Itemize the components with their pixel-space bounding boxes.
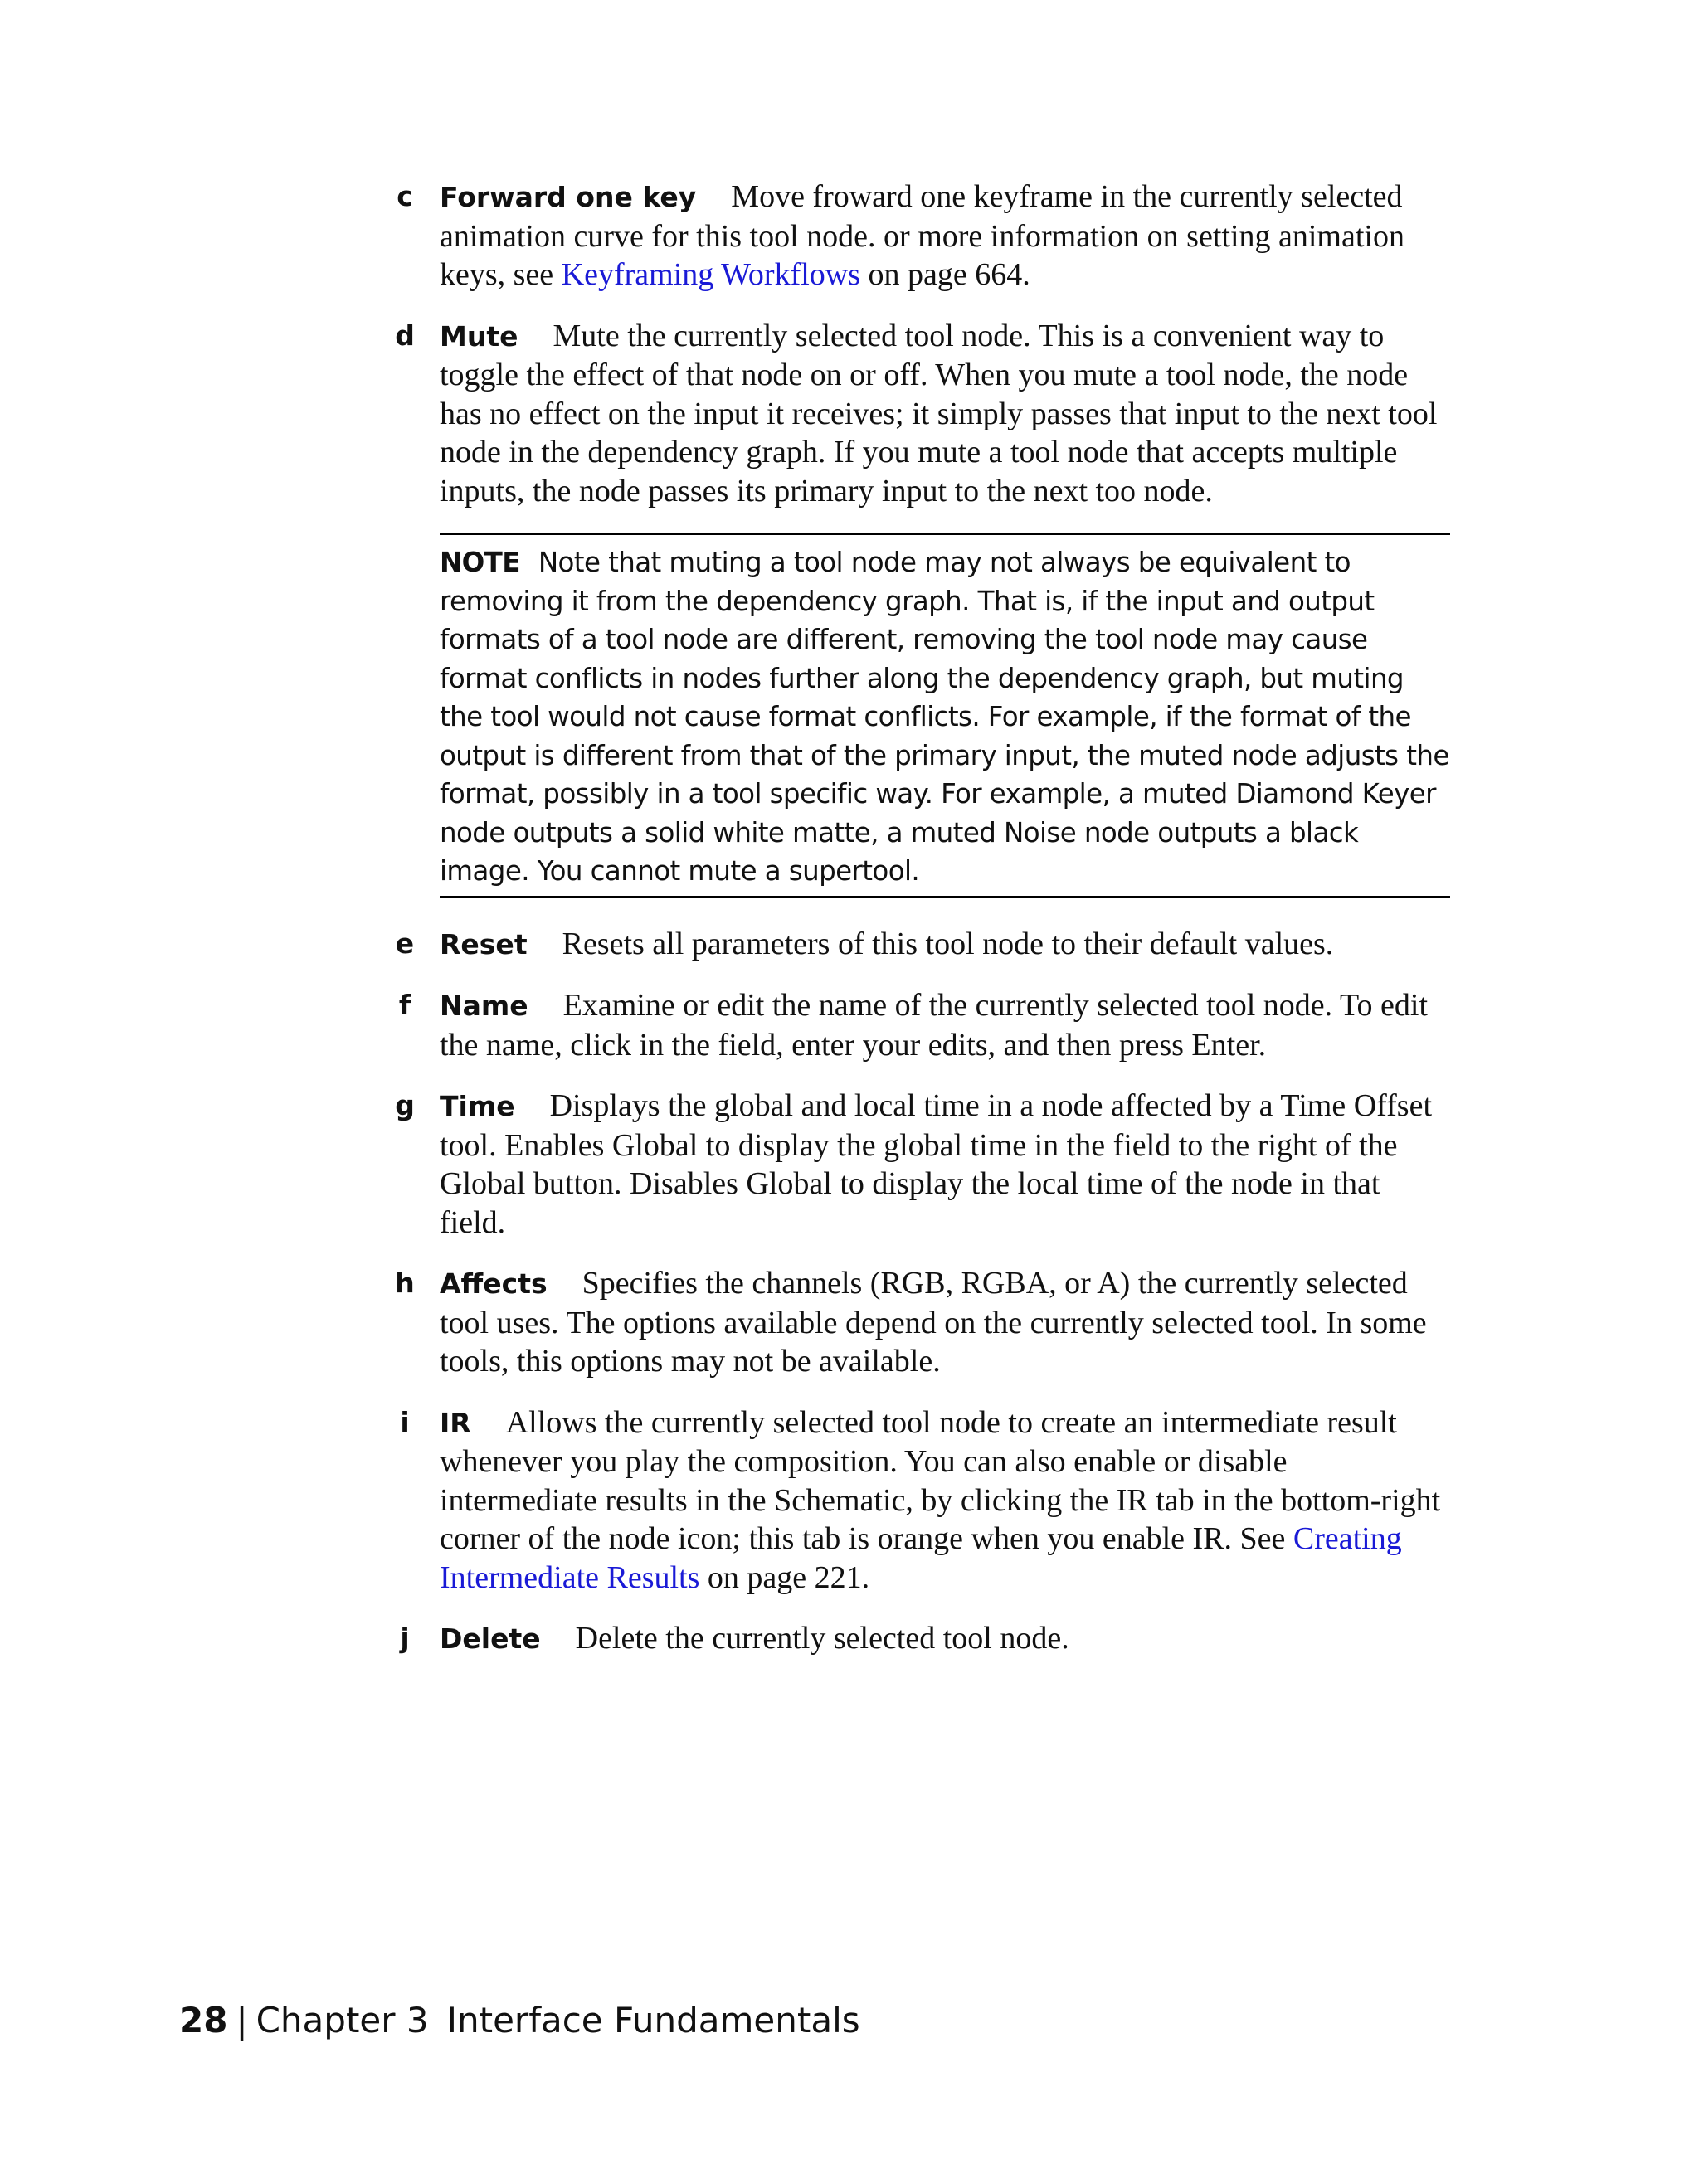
item-term: Forward one key [440, 181, 697, 213]
item-term: Name [440, 990, 528, 1022]
chapter-title: Interface Fundamentals [446, 2000, 860, 2041]
item-text: Displays the global and local time in a node affected by a Time Offset tool. Enables Global to display the global time in the field to the right of the Global button. Disables Global to display the local time of the node in that field. [440, 1088, 1432, 1240]
item-letter: c [397, 180, 413, 212]
keyframing-workflows-link[interactable]: Keyframing Workflows [561, 257, 861, 292]
item-term: Delete [440, 1622, 541, 1655]
list-item-forward-one-key [388, 178, 1450, 294]
item-term: Reset [440, 927, 528, 961]
list-item-reset [388, 925, 1450, 965]
item-text: Allows the currently selected tool node to create an intermediate result whenever you play the composition. You can also enable or disable intermediate results in the Schematic, by clicking the IR tab in the bottom-right corner of the node icon; this tab is orange when you enable IR. See [440, 1404, 1441, 1556]
list-item-mute [388, 317, 1450, 511]
item-text: Specifies the channels (RGB, RGBA, or A) the currently selected tool uses. The options available depend on the currently selected tool. In some tools, this options may not be available. [440, 1266, 1427, 1379]
item-term: Time [440, 1090, 515, 1122]
item-text-after: on page 221. [699, 1559, 870, 1595]
note-label: NOTE [440, 547, 520, 578]
item-letter: i [400, 1405, 410, 1438]
item-term: IR [440, 1406, 471, 1439]
item-letter: d [395, 319, 415, 352]
item-text: Examine or edit the name of the currently selected tool node. To edit the name, click in the field, enter your edits, and then press Enter. [440, 988, 1429, 1063]
note-box [440, 533, 1450, 898]
list-item-ir [388, 1403, 1450, 1598]
list-item-delete [388, 1619, 1450, 1659]
item-text: Mute the currently selected tool node. This is a convenient way to toggle the effect of that node on or off. When you mute a tool node, the node has no effect on the input it receives; it simply passes that input to the next tool node in the dependency graph. If you mute a tool node that accepts multiple inputs, the node passes its primary input to the next too node. [440, 318, 1438, 508]
chapter-label: Chapter 3 [256, 2000, 429, 2041]
item-text: Resets all parameters of this tool node to their default values. [562, 926, 1334, 961]
page-content [388, 178, 1450, 1681]
item-text: Move froward one keyframe in the currently selected animation curve for this tool node. or more information on setting animation keys, see [440, 179, 1404, 292]
item-letter: f [398, 989, 411, 1021]
item-letter: g [395, 1089, 415, 1121]
item-term: Mute [440, 319, 518, 353]
page-footer [179, 1999, 860, 2042]
list-item-affects [388, 1264, 1450, 1381]
item-term: Affects [440, 1267, 548, 1300]
item-text: Delete the currently selected tool node. [575, 1621, 1069, 1656]
page-number: 28 [179, 2000, 228, 2041]
item-letter: h [395, 1267, 415, 1299]
creating-intermediate-results-link[interactable]: Creating Intermediate Results [440, 1521, 1402, 1595]
note-text: Note that muting a tool node may not always be equivalent to removing it from the dependency graph. That is, if the input and output formats of a tool node are different, removing the tool node may cause format conflicts in nodes further along the dependency graph, but muting the tool would not cause format conflicts. For example, if the format of the output is different from that of the primary input, the muted node adjusts the format, possibly in a tool specific way. For example, a muted Diamond Keyer node outputs a solid white matte, a muted Noise node outputs a black image. You cannot mute a supertool. [440, 547, 1449, 887]
item-letter: e [395, 927, 415, 960]
footer-separator: | [236, 2000, 248, 2041]
item-text-after: on page 664. [860, 257, 1030, 292]
list-item-name [388, 986, 1450, 1064]
item-letter: j [400, 1622, 410, 1654]
list-item-time [388, 1087, 1450, 1242]
